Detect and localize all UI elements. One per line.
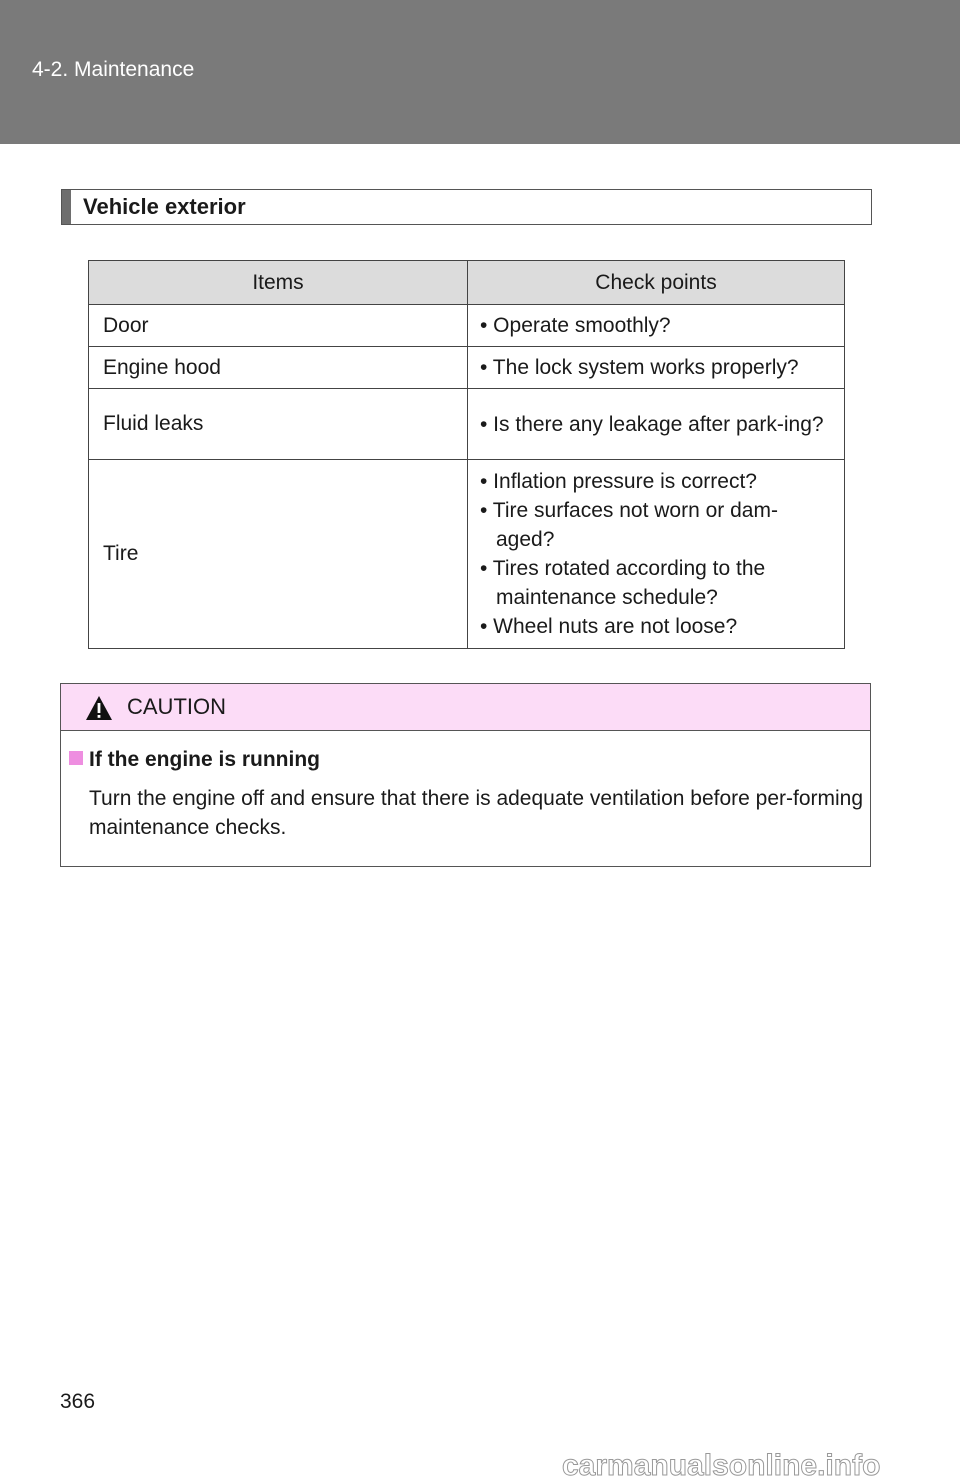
item-cell: Tire <box>89 460 468 649</box>
check-point: • Operate smoothly? <box>480 314 671 337</box>
page-number: 366 <box>60 1390 96 1413</box>
page-header <box>0 0 960 144</box>
item-cell: Engine hood <box>89 347 468 389</box>
warning-triangle-icon <box>85 695 113 721</box>
header-items: Items <box>89 261 468 305</box>
check-point: • The lock system works properly? <box>480 356 799 379</box>
section-title: Vehicle exterior <box>83 194 246 219</box>
table-row <box>89 347 845 389</box>
points-cell <box>468 389 845 460</box>
points-cell <box>468 305 845 347</box>
table-row <box>89 460 845 649</box>
points-cell <box>468 347 845 389</box>
caution-subheading <box>69 748 320 772</box>
section-label: 4-2. Maintenance <box>32 58 195 81</box>
points-cell <box>468 460 845 649</box>
title-accent <box>62 190 71 224</box>
section-title-bar <box>61 189 872 225</box>
caution-header <box>61 684 870 731</box>
caution-subheading-text: If the engine is running <box>89 748 320 771</box>
check-point: • Wheel nuts are not loose? <box>480 615 738 638</box>
pink-square-icon <box>69 751 83 765</box>
item-cell: Fluid leaks <box>89 389 468 460</box>
table-header-row <box>89 261 845 305</box>
check-point: • Tire surfaces not worn or dam-aged? <box>480 499 778 551</box>
check-point: • Is there any leakage after park-ing? <box>480 412 824 436</box>
svg-text:carmanualsonline.info: carmanualsonline.info <box>562 1449 881 1482</box>
caution-body: Turn the engine off and ensure that there is adequate ventilation before per-forming maintenance checks. <box>89 787 864 839</box>
caution-box <box>60 683 871 867</box>
table-row <box>89 305 845 347</box>
check-point: • Tires rotated according to the maintenance schedule? <box>480 557 766 609</box>
item-cell: Door <box>89 305 468 347</box>
caution-label: CAUTION <box>127 694 226 719</box>
header-check-points: Check points <box>468 261 845 305</box>
table-row <box>89 389 845 460</box>
check-point: • Inflation pressure is correct? <box>480 470 757 493</box>
check-table <box>88 260 845 649</box>
watermark-logo <box>562 1449 950 1483</box>
